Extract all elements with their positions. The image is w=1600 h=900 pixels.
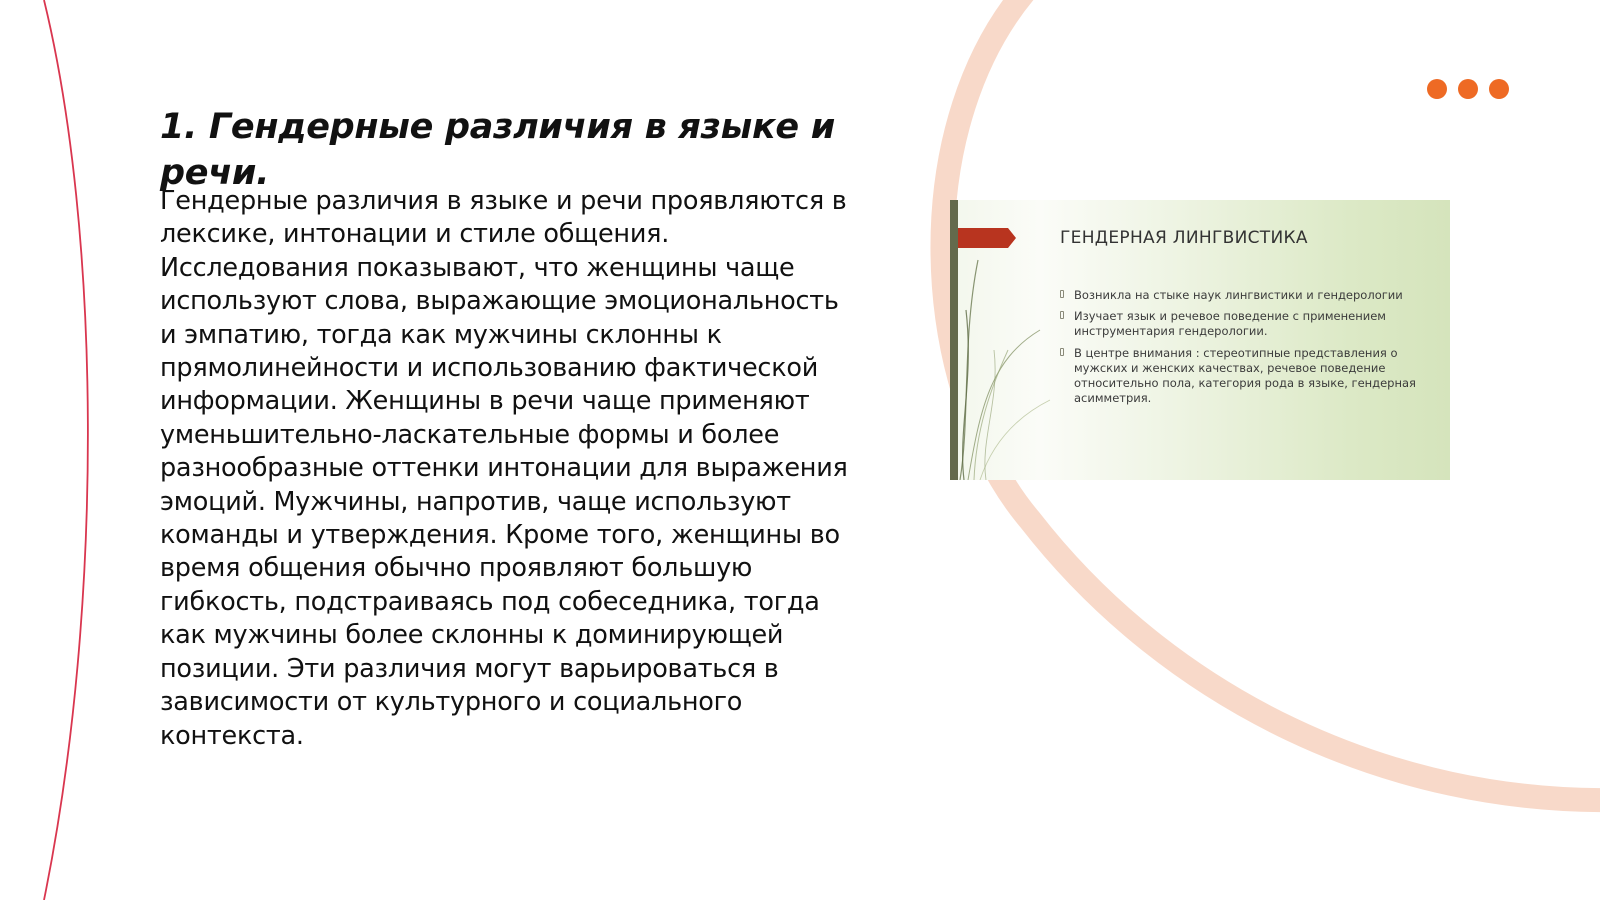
list-item [1060, 309, 1420, 339]
dot-icon [1489, 79, 1509, 99]
square-bullet-icon [1060, 311, 1064, 319]
square-bullet-icon [1060, 290, 1064, 298]
dot-icon [1427, 79, 1447, 99]
dot-icon [1458, 79, 1478, 99]
embedded-title: ГЕНДЕРНАЯ ЛИНГВИСТИКА [1060, 228, 1308, 248]
embedded-bullet-list [1060, 288, 1420, 412]
menu-dots[interactable] [1427, 79, 1509, 99]
square-bullet-icon [1060, 348, 1064, 356]
slide-title: 1. Гендерные различия в языке и речи. [160, 107, 835, 193]
list-item-text: В центре внимания : стереотипные представления о мужских и женских качествах, речевое поведение относительно пола, категория рода в языке, гендерная асимметрия. [1074, 345, 1416, 406]
slide-body-text: Гендерные различия в языке и речи проявляются в лексике, интонации и стиле общения. Исследования показывают, что женщины чаще используют слова, выражающие эмоциональность и эмпатию, тогда как мужчины склонны к прямолинейности и использованию фактической информации. Женщины в речи чаще применяют уменьшительно-ласкательные формы и более разнообразные оттенки интонации для выражения эмоций. Мужчины, напротив, чаще используют команды и утверждения. Кроме того, женщины во время общения обычно проявляют большую гибкость, подстраиваясь под собеседника, тогда как мужчины более склонны к доминирующей позиции. Эти различия могут варьироваться в зависимости от культурного и социального контекста. [160, 186, 848, 751]
list-item [1060, 288, 1420, 303]
list-item-text: Возникла на стыке наук лингвистики и гендерологии [1074, 288, 1403, 302]
list-item-text: Изучает язык и речевое поведение с применением инструментария гендерологии. [1074, 309, 1386, 339]
embedded-slide-image [950, 200, 1450, 480]
list-item [1060, 346, 1420, 407]
left-red-curve [44, 0, 88, 900]
red-flag-marker [958, 228, 1016, 248]
